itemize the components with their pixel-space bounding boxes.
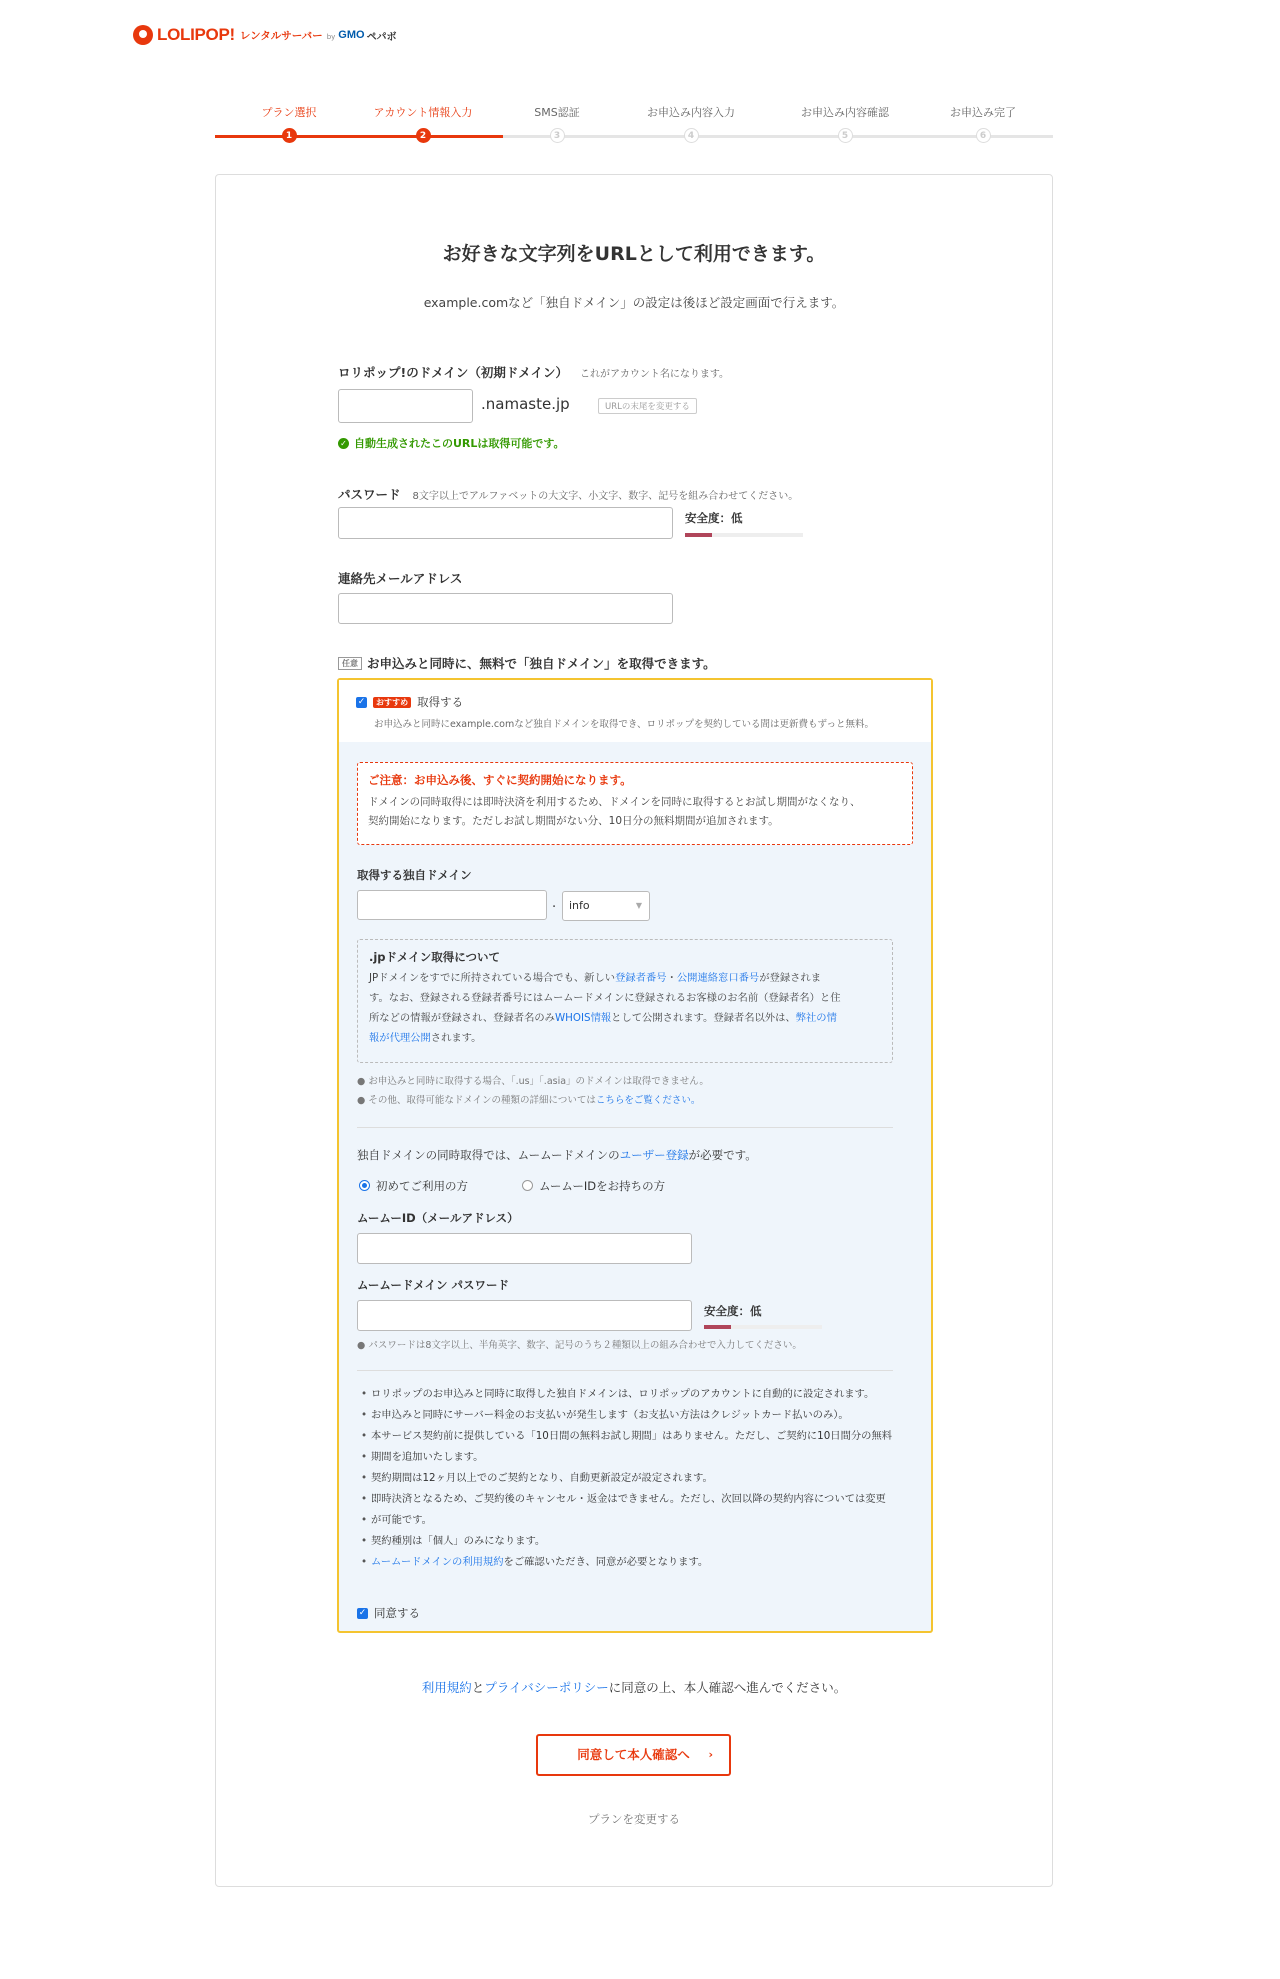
domain-suffix: .namaste.jp	[481, 395, 570, 413]
first-time-label[interactable]: 初めてご利用の方	[376, 1179, 468, 1193]
jp-info-l1a: JPドメインをすでに所持されている場合でも、新しい	[369, 972, 616, 984]
step-number: 3	[550, 128, 565, 143]
optional-domain-box	[337, 678, 933, 1633]
jp-info-sep: ・	[666, 972, 677, 984]
jp-info-l2: す。なお、登録される登録者番号にはムームードメインに登録されるお客様のお名前（登録者名）と住	[369, 992, 841, 1004]
step-number: 1	[282, 128, 297, 143]
last-bullet-text: をご確認いただき、同意が必要となります。	[503, 1556, 709, 1568]
user-register-link[interactable]: ユーザー登録	[619, 1148, 689, 1162]
muumuu-password-input[interactable]	[357, 1300, 692, 1331]
muumuu-text-a: 独自ドメインの同時取得では、ムームードメインの	[357, 1148, 620, 1162]
logo-by: by	[326, 33, 336, 41]
muumuu-strength-bar	[704, 1325, 822, 1329]
muumuu-id-input[interactable]	[357, 1233, 692, 1264]
domain-note: これがアカウント名になります。	[579, 369, 730, 380]
step-label: お申込み完了	[950, 106, 1016, 119]
signup-form-card	[215, 174, 1053, 1887]
get-domain-checkbox[interactable]: ✓	[357, 696, 366, 707]
divider	[357, 1370, 893, 1371]
list-item	[357, 1552, 917, 1573]
password-note: 8文字以上でアルファベットの大文字、小文字、数字、記号を組み合わせてください。	[412, 491, 799, 502]
whois-link[interactable]: WHOIS情報	[554, 1012, 612, 1024]
existing-id-label[interactable]: ムームーIDをお持ちの方	[539, 1179, 666, 1193]
list-item: • ロリポップのお申込みと同時に取得した独自ドメインは、ロリポップのアカウントに自動的に設定されます。	[357, 1384, 917, 1405]
public-contact-link[interactable]: 公開連絡窓口番号	[676, 972, 760, 984]
chevron-right-icon: ›	[708, 1748, 713, 1761]
form-subtitle: example.comなど「独自ドメイン」の設定は後ほど設定画面で行えます。	[423, 295, 845, 310]
muumuu-strength-fill	[704, 1325, 731, 1329]
step-account	[353, 104, 493, 143]
muumuu-password-label: ムームードメイン パスワード	[357, 1278, 510, 1292]
notice-line-1: ドメインの同時取得には即時決済を利用するため、ドメインを同時に取得するとお試し期間がなくなり、	[368, 796, 861, 808]
notice-line-2: 契約開始になります。ただしお試し期間がない分、10日分の無料期間が追加されます。	[368, 815, 779, 827]
step-label: お申込み内容入力	[647, 106, 735, 119]
domain-label-text: ロリポップ!のドメイン（初期ドメイン）	[338, 365, 568, 380]
step-number: 5	[838, 128, 853, 143]
jp-info-l3b: として公開されます。登録者名以外は、	[611, 1012, 796, 1024]
step-plan	[219, 104, 359, 143]
own-domain-label: 取得する独自ドメイン	[357, 868, 472, 882]
list-item-cont-text: が可能です。	[371, 1514, 432, 1526]
terms-agreement-text	[216, 1678, 1052, 1696]
jp-info-title: .jpドメイン取得について	[369, 950, 500, 964]
email-label: 連絡先メールアドレス	[338, 571, 463, 586]
lolipop-logo-icon	[133, 25, 153, 45]
jp-info-l4b: されます。	[430, 1032, 482, 1044]
own-domain-input[interactable]	[357, 890, 547, 920]
email-input[interactable]	[338, 593, 673, 624]
lolipop-logo[interactable]	[133, 24, 397, 46]
existing-id-radio[interactable]	[522, 1178, 665, 1194]
note-2-text: その他、取得可能なドメインの種類の詳細については	[368, 1095, 596, 1106]
domain-available-message	[338, 435, 565, 451]
step-label: プラン選択	[261, 106, 317, 119]
form-title: お好きな文字列をURLとして利用できます。	[442, 243, 826, 265]
radio-selected-icon[interactable]	[359, 1180, 370, 1191]
list-item: • 契約種別は「個人」のみになります。	[357, 1531, 917, 1552]
list-item-cont	[357, 1510, 917, 1531]
agree-label[interactable]: 同意する	[374, 1606, 420, 1620]
list-item-cont-text: 期間を追加いたします。	[371, 1451, 484, 1463]
step-label: SMS認証	[534, 106, 580, 119]
radio-unselected-icon[interactable]	[522, 1180, 533, 1191]
note-1-text: お申込みと同時に取得する場合、「.us」「.asia」のドメインは取得できません。	[368, 1076, 709, 1087]
notice-box	[357, 762, 913, 845]
chevron-down-icon: ▼	[635, 901, 642, 910]
list-item-cont	[357, 1447, 917, 1468]
jp-domain-info-box	[357, 939, 893, 1063]
agree-checkbox[interactable]: ✓	[358, 1607, 367, 1618]
step-label: お申込み内容確認	[801, 106, 889, 119]
list-item: • 即時決済となるため、ご契約後のキャンセル・返金はできません。ただし、次回以降の契約内容については変更	[357, 1489, 917, 1510]
optional-domain-heading	[338, 654, 716, 672]
agree-and-verify-button[interactable]	[536, 1734, 731, 1776]
terms-link[interactable]: 利用規約	[421, 1680, 472, 1695]
list-item: • 契約期間は12ヶ月以上でのご契約となり、自動更新設定が設定されます。	[357, 1468, 917, 1489]
step-sms	[487, 104, 627, 143]
step-complete	[913, 104, 1053, 143]
pw-note-text: パスワードは8文字以上、半角英字、数字、記号のうち２種類以上の組み合わせで入力してください。	[368, 1340, 802, 1351]
list-item: • 本サービス契約前に提供している「10日間の無料お試し期間」はありません。ただし、ご契約に10日間分の無料	[357, 1426, 917, 1447]
registrant-number-link[interactable]: 登録者番号	[615, 972, 667, 984]
password-strength-fill	[685, 533, 712, 537]
jp-info-text	[369, 968, 881, 1048]
password-strength-bar	[685, 533, 803, 537]
change-plan-link[interactable]: プランを変更する	[588, 1812, 680, 1826]
recommend-badge: おすすめ	[373, 697, 411, 708]
step-number: 2	[416, 128, 431, 143]
check-circle-icon: ✓	[338, 438, 349, 449]
pepabo-logo: ペパボ	[366, 31, 397, 43]
get-domain-description: お申込みと同時にexample.comなど独自ドメインを取得でき、ロリポップを契約している間は更新費もずっと無料。	[374, 719, 874, 730]
jp-info-l1b: が登録されま	[759, 972, 822, 984]
step-confirm	[775, 104, 915, 143]
jp-info-l3a: 所などの情報が登録され、登録者名のみ	[369, 1012, 555, 1024]
tld-select[interactable]	[562, 891, 650, 921]
muumuu-text-b: が必要です。	[688, 1148, 757, 1162]
step-number: 6	[976, 128, 991, 143]
first-time-radio[interactable]	[359, 1178, 468, 1194]
terms-text: に同意の上、本人確認へ進んでください。	[608, 1680, 847, 1695]
note-item: ● お申込みと同時に取得する場合、「.us」「.asia」のドメインは取得できません。	[357, 1076, 709, 1087]
password-label-text: パスワード	[338, 487, 401, 502]
muumuu-terms-link[interactable]: ムームードメインの利用規約	[371, 1556, 504, 1568]
optional-tag: 任意	[338, 657, 362, 670]
logo-text: LOLIPOP!	[157, 25, 235, 44]
optional-box-header	[339, 680, 931, 742]
submit-label: 同意して本人確認へ	[577, 1747, 690, 1762]
progress-steps	[215, 104, 1053, 150]
change-url-button[interactable]: URLの末尾を変更する	[598, 398, 697, 414]
domain-label	[338, 363, 729, 381]
get-domain-label[interactable]: 取得する	[417, 695, 464, 709]
get-domain-option[interactable]	[356, 694, 463, 710]
domain-dot: .	[552, 896, 557, 911]
proxy-publish-link-a[interactable]: 弊社の情	[795, 1012, 837, 1024]
initial-domain-input[interactable]	[338, 389, 473, 423]
password-strength-label: 安全度：低	[685, 511, 743, 525]
step-label: アカウント情報入力	[373, 106, 473, 119]
step-number: 4	[684, 128, 699, 143]
agree-option[interactable]	[357, 1605, 420, 1621]
gmo-logo: GMO	[338, 29, 365, 41]
divider	[357, 1127, 893, 1128]
password-label	[338, 485, 798, 503]
password-hint: ● パスワードは8文字以上、半角英字、数字、記号のうち２種類以上の組み合わせで入力してください。	[357, 1340, 802, 1351]
muumuu-id-label: ムームーID（メールアドレス）	[357, 1211, 519, 1225]
domain-notes	[357, 1072, 709, 1110]
domain-types-link[interactable]: こちらをご覧ください。	[595, 1095, 701, 1106]
note-item: ● その他、取得可能なドメインの種類の詳細についてはこちらをご覧ください。	[357, 1095, 701, 1106]
tld-selected-value: info	[569, 899, 590, 912]
and-text: と	[471, 1680, 485, 1695]
muumuu-strength-label: 安全度：低	[704, 1304, 762, 1318]
optional-heading-text: お申込みと同時に、無料で「独自ドメイン」を取得できます。	[367, 656, 716, 671]
password-input[interactable]	[338, 507, 673, 539]
muumuu-register-text	[357, 1147, 757, 1163]
notice-title: ご注意：お申込み後、すぐに契約開始になります。	[368, 773, 632, 787]
proxy-publish-link-b[interactable]: 報が代理公開	[369, 1032, 431, 1044]
domain-ok-text: 自動生成されたこのURLは取得可能です。	[354, 437, 565, 450]
list-item: • お申込みと同時にサーバー料金のお支払いが発生します（お支払い方法はクレジットカード払いのみ）。	[357, 1405, 917, 1426]
privacy-policy-link[interactable]: プライバシーポリシー	[484, 1680, 609, 1695]
terms-bullet-list	[357, 1384, 917, 1573]
logo-sub: レンタルサーバー	[239, 29, 323, 42]
step-entry	[621, 104, 761, 143]
